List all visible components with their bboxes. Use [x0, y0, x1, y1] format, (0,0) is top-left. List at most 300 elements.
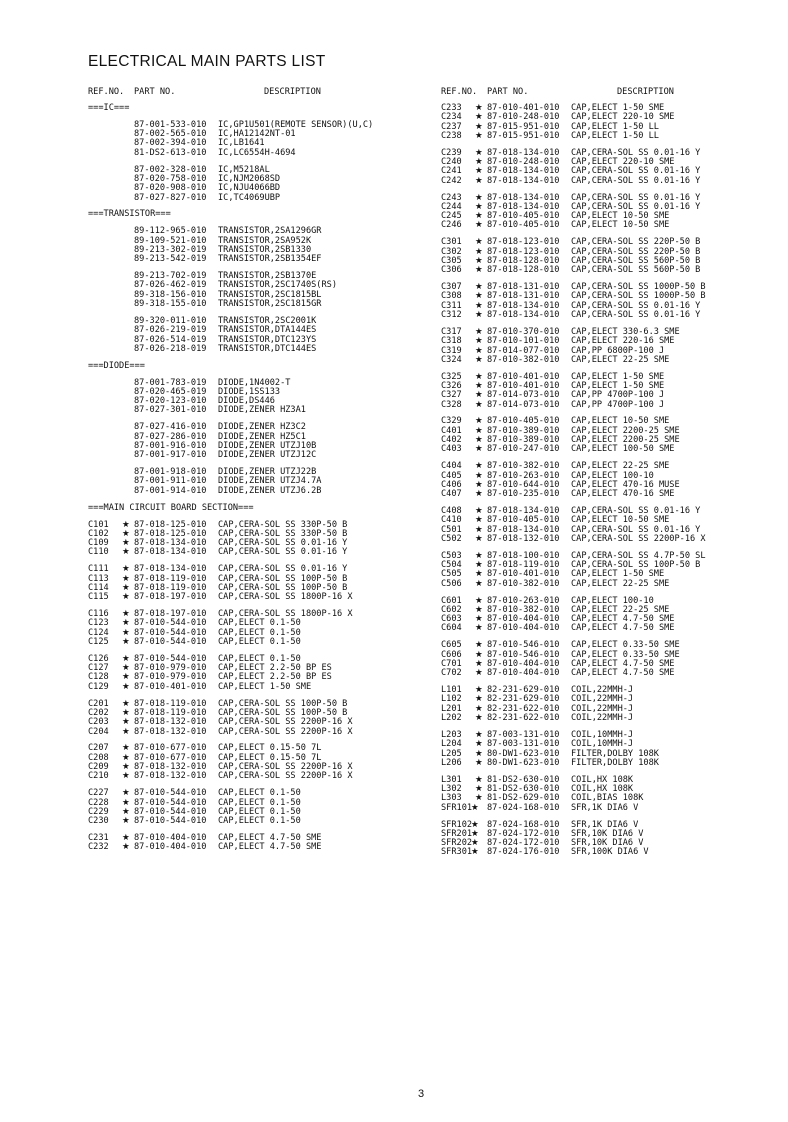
table-row	[441, 356, 771, 365]
description: IC,HA12142NT-01	[218, 129, 296, 140]
description: CAP,CERA-SOL SS 1800P-16 X	[218, 592, 353, 603]
ref-no: C505	[441, 569, 462, 580]
ref-no: C232	[88, 842, 109, 853]
ref-no: C227	[88, 788, 109, 799]
part-no: 89-318-155-010	[134, 299, 207, 310]
ref-no: C242	[441, 175, 462, 186]
ref-no: C307	[441, 282, 462, 293]
star-icon: ★	[122, 762, 130, 773]
ref-no: C324	[441, 354, 462, 365]
part-no: 87-015-951-010	[487, 121, 560, 132]
part-no: 87-018-134-010	[134, 547, 207, 558]
part-no: 87-026-218-019	[134, 343, 207, 354]
ref-no: C116	[88, 609, 109, 620]
ref-no: C233	[441, 103, 462, 113]
page-number: 3	[418, 1088, 425, 1100]
description: TRANSISTOR,2SC1815BL	[218, 289, 322, 300]
table-row	[441, 580, 771, 589]
part-no: 87-010-370-010	[487, 326, 560, 337]
description: CAP,ELECT 4.7-50 SME	[571, 668, 675, 679]
part-no: 87-018-134-010	[134, 538, 207, 549]
star-icon: ★	[122, 672, 130, 683]
part-no: 87-018-119-010	[134, 582, 207, 593]
ref-no: L101	[441, 685, 462, 696]
description: CAP,ELECT 4.7-50 SME	[571, 614, 675, 625]
star-icon: ★	[122, 663, 130, 674]
description: IC,LB1641	[218, 138, 265, 149]
table-row	[441, 445, 771, 454]
part-no: 87-024-172-010	[487, 838, 560, 849]
ref-no: C208	[88, 752, 109, 763]
page-title: ELECTRICAL MAIN PARTS LIST	[88, 53, 326, 70]
ref-no: L102	[441, 694, 462, 705]
parts-group	[441, 507, 771, 544]
star-icon: ★	[475, 658, 483, 669]
description: CAP,ELECT 10-50 SME	[571, 515, 670, 526]
star-icon: ★	[122, 806, 130, 817]
star-icon: ★	[122, 609, 130, 620]
ref-no: C328	[441, 399, 462, 410]
star-icon: ★	[475, 649, 483, 660]
ref-no: C204	[88, 726, 109, 737]
part-no: 87-018-128-010	[487, 255, 560, 266]
description: CAP,CERA-SOL SS 1800P-16 X	[218, 609, 353, 620]
star-icon: ★	[475, 157, 483, 168]
ref-no: C605	[441, 640, 462, 651]
star-icon: ★	[122, 726, 130, 737]
description: CAP,ELECT 0.1-50	[218, 618, 301, 629]
ref-no: C701	[441, 658, 462, 669]
parts-group	[441, 238, 771, 275]
description: CAP,ELECT 4.7-50 SME	[571, 658, 675, 669]
part-no: 87-010-382-010	[487, 461, 560, 472]
star-icon: ★	[122, 816, 130, 827]
star-icon: ★	[475, 604, 483, 615]
part-no: 87-027-286-010	[134, 431, 207, 442]
part-no-header: PART NO.	[487, 87, 529, 97]
star-icon: ★	[122, 842, 130, 853]
section-heading: ===DIODE===	[88, 360, 145, 371]
star-icon: ★	[122, 698, 130, 709]
part-no: 87-010-546-010	[487, 640, 560, 651]
star-icon: ★	[475, 399, 483, 410]
ref-no: C126	[88, 653, 109, 664]
description: CAP,PP 6800P-100 J	[571, 345, 665, 356]
ref-no: C238	[441, 130, 462, 141]
description: CAP,CERA-SOL SS 0.01-16 Y	[571, 201, 701, 212]
parts-group	[441, 731, 771, 768]
star-icon: ★	[122, 771, 130, 782]
ref-no: C326	[441, 380, 462, 391]
star-icon: ★	[475, 614, 483, 625]
description: FILTER,DOLBY 108K	[571, 757, 659, 768]
description: CAP,ELECT 220-10 SME	[571, 112, 675, 123]
right-column-body	[441, 104, 771, 858]
part-no: 87-010-404-010	[487, 614, 560, 625]
part-no: 87-026-514-019	[134, 334, 207, 345]
description: SFR,1K DIA6 V	[571, 819, 639, 830]
description: TRANSISTOR,2SA1296GR	[218, 226, 322, 237]
part-no: 87-024-168-010	[487, 819, 560, 830]
part-no: 89-109-521-010	[134, 235, 207, 246]
star-icon: ★	[475, 784, 483, 795]
part-no: 87-018-134-010	[487, 192, 560, 203]
ref-no: C301	[441, 237, 462, 248]
description: COIL,22MMH-J	[571, 713, 634, 724]
star-icon: ★	[475, 121, 483, 132]
ref-no: C110	[88, 547, 109, 558]
star-icon: ★	[122, 797, 130, 808]
part-no: 87-027-301-010	[134, 405, 207, 416]
star-icon: ★	[122, 832, 130, 843]
ref-no: C246	[441, 220, 462, 231]
description: CAP,ELECT 0.33-50 SME	[571, 640, 680, 651]
part-no: 87-010-404-010	[487, 668, 560, 679]
description: CAP,ELECT 22-25 SME	[571, 604, 670, 615]
description: CAP,CERA-SOL SS 560P-50 B	[571, 265, 701, 276]
star-icon: ★	[475, 623, 483, 634]
star-icon: ★	[122, 627, 130, 638]
part-no: 87-018-119-010	[487, 560, 560, 571]
description: CAP,ELECT 22-25 SME	[571, 461, 670, 472]
section-heading: ===MAIN CIRCUIT BOARD SECTION===	[88, 502, 254, 513]
parts-group	[88, 227, 418, 264]
ref-no: C306	[441, 265, 462, 276]
star-icon: ★	[471, 847, 479, 858]
ref-no: C401	[441, 425, 462, 436]
part-no: 87-018-197-010	[134, 609, 207, 620]
ref-no: C129	[88, 681, 109, 692]
ref-no: C604	[441, 623, 462, 634]
left-column-body	[88, 104, 418, 853]
description: CAP,CERA-SOL SS 220P-50 B	[571, 246, 701, 257]
ref-no: C405	[441, 470, 462, 481]
ref-no: C210	[88, 771, 109, 782]
part-no: 87-018-119-010	[134, 707, 207, 718]
part-no: 87-024-172-010	[487, 828, 560, 839]
part-no: 87-002-565-010	[134, 129, 207, 140]
ref-no: C312	[441, 310, 462, 321]
parts-group	[441, 641, 771, 678]
table-row	[441, 848, 771, 857]
description: CAP,ELECT 0.1-50	[218, 806, 301, 817]
description: CAP,ELECT 2.2-50 BP ES	[218, 663, 332, 674]
part-no: 87-010-404-010	[134, 842, 207, 853]
description: COIL,10MMH-J	[571, 729, 634, 740]
table-row	[88, 593, 418, 602]
star-icon: ★	[475, 713, 483, 724]
parts-group	[441, 776, 771, 813]
description: CAP,ELECT 100-10	[571, 470, 654, 481]
star-icon: ★	[475, 380, 483, 391]
ref-no: C237	[441, 121, 462, 132]
star-icon: ★	[122, 653, 130, 664]
star-icon: ★	[475, 291, 483, 302]
part-no: 87-010-401-010	[487, 371, 560, 382]
star-icon: ★	[475, 479, 483, 490]
part-no: 87-018-134-010	[487, 524, 560, 535]
table-row	[88, 451, 418, 460]
part-no: 87-010-544-010	[134, 627, 207, 638]
part-no: 87-001-533-010	[134, 119, 207, 130]
description: CAP,ELECT 1-50 SME	[218, 681, 312, 692]
ref-no: C325	[441, 371, 462, 382]
star-icon: ★	[122, 592, 130, 603]
star-icon: ★	[122, 547, 130, 558]
part-no: 87-010-401-010	[487, 569, 560, 580]
part-no: 87-018-132-010	[487, 533, 560, 544]
star-icon: ★	[475, 435, 483, 446]
part-no: 87-010-235-010	[487, 489, 560, 500]
description: CAP,CERA-SOL SS 2200P-16 X	[218, 762, 353, 773]
part-no: 87-018-119-010	[134, 698, 207, 709]
description: CAP,CERA-SOL SS 0.01-16 Y	[571, 175, 701, 186]
part-no-header: PART NO.	[134, 87, 176, 97]
ref-no: C317	[441, 326, 462, 337]
description: CAP,CERA-SOL SS 0.01-16 Y	[571, 300, 701, 311]
description: CAP,ELECT 0.1-50	[218, 636, 301, 647]
description: DIODE,ZENER UTZJ10B	[218, 440, 317, 451]
description: SFR,1K DIA6 V	[571, 802, 639, 813]
part-no: 87-018-134-010	[487, 506, 560, 517]
description: DIODE,ZENER UTZJ22B	[218, 467, 317, 478]
star-icon: ★	[122, 573, 130, 584]
description: CAP,PP 4700P-100 J	[571, 399, 665, 410]
table-row	[88, 683, 418, 692]
description: TRANSISTOR,2SB1354EF	[218, 254, 322, 265]
part-no: 87-010-101-010	[487, 336, 560, 347]
description: IC,NJM2068SD	[218, 173, 281, 184]
part-no: 87-018-125-010	[134, 528, 207, 539]
parts-group	[88, 521, 418, 558]
star-icon: ★	[475, 371, 483, 382]
star-icon: ★	[475, 685, 483, 696]
part-no: 87-010-401-010	[487, 103, 560, 113]
star-icon: ★	[475, 425, 483, 436]
star-icon: ★	[475, 310, 483, 321]
description: CAP,CERA-SOL SS 100P-50 B	[218, 573, 348, 584]
star-icon: ★	[475, 265, 483, 276]
parts-group	[441, 194, 771, 231]
part-no: 81-DS2-629-010	[487, 793, 560, 804]
description: TRANSISTOR,2SC1740S(RS)	[218, 280, 337, 291]
ref-no: L204	[441, 739, 462, 750]
description: CAP,ELECT 100-10	[571, 595, 654, 606]
part-no: 87-010-263-010	[487, 470, 560, 481]
star-icon: ★	[475, 774, 483, 785]
parts-group	[441, 686, 771, 723]
description: DIODE,ZENER HZ3C2	[218, 422, 306, 433]
description: CAP,ELECT 1-50 SME	[571, 103, 665, 113]
description: CAP,ELECT 0.33-50 SME	[571, 649, 680, 660]
ref-no: L203	[441, 729, 462, 740]
ref-no: C501	[441, 524, 462, 535]
part-no: 80-DW1-623-010	[487, 748, 560, 759]
ref-no: SFR301	[441, 847, 473, 858]
ref-no: SFR202	[441, 838, 473, 849]
part-no: 80-DW1-623-010	[487, 757, 560, 768]
star-icon: ★	[475, 300, 483, 311]
part-no: 87-010-544-010	[134, 806, 207, 817]
ref-no: L301	[441, 774, 462, 785]
description: CAP,CERA-SOL SS 2200P-16 X	[218, 726, 353, 737]
parts-group	[88, 789, 418, 826]
star-icon: ★	[475, 175, 483, 186]
part-no: 82-231-622-010	[487, 703, 560, 714]
description: DIODE,ZENER UTZJ4.7A	[218, 476, 322, 487]
part-no: 87-010-546-010	[487, 649, 560, 660]
description: CAP,ELECT 2200-25 SME	[571, 425, 680, 436]
description: DIODE,ZENER UTZJ6.2B	[218, 485, 322, 496]
part-no: 87-010-544-010	[134, 636, 207, 647]
part-no: 87-020-908-010	[134, 183, 207, 194]
part-no: 87-018-134-010	[487, 175, 560, 186]
ref-no: C114	[88, 582, 109, 593]
parts-group	[441, 373, 771, 410]
part-no: 87-018-128-010	[487, 265, 560, 276]
part-no: 87-026-462-019	[134, 280, 207, 291]
part-no: 87-010-263-010	[487, 595, 560, 606]
part-no: 87-010-382-010	[487, 604, 560, 615]
ref-no: C308	[441, 291, 462, 302]
parts-group	[441, 821, 771, 858]
table-row	[88, 772, 418, 781]
table-row	[88, 487, 418, 496]
description: CAP,CERA-SOL SS 2200P-16 X	[571, 533, 706, 544]
part-no: 87-018-197-010	[134, 592, 207, 603]
star-icon: ★	[475, 694, 483, 705]
description: TRANSISTOR,2SC2001K	[218, 315, 317, 326]
table-row	[441, 535, 771, 544]
description: CAP,ELECT 0.1-50	[218, 816, 301, 827]
part-no: 82-231-629-010	[487, 685, 560, 696]
star-icon: ★	[475, 211, 483, 222]
table-row	[441, 624, 771, 633]
star-icon: ★	[475, 326, 483, 337]
part-no: 87-015-951-010	[487, 130, 560, 141]
description: CAP,CERA-SOL SS 220P-50 B	[571, 237, 701, 248]
ref-no: SFR101	[441, 802, 473, 813]
description: CAP,ELECT 330-6.3 SME	[571, 326, 680, 337]
star-icon: ★	[475, 757, 483, 768]
ref-no: C408	[441, 506, 462, 517]
description: CAP,CERA-SOL SS 4.7P-50 SL	[571, 550, 706, 561]
table-row	[88, 548, 418, 557]
description: CAP,ELECT 470-16 SME	[571, 489, 675, 500]
table-row	[88, 817, 418, 826]
star-icon: ★	[122, 618, 130, 629]
ref-no: C327	[441, 390, 462, 401]
ref-no: C243	[441, 192, 462, 203]
parts-group	[88, 700, 418, 737]
description: CAP,CERA-SOL SS 100P-50 B	[218, 698, 348, 709]
ref-no: L303	[441, 793, 462, 804]
star-icon: ★	[122, 582, 130, 593]
ref-no: C209	[88, 762, 109, 773]
description: CAP,ELECT 4.7-50 SME	[218, 842, 322, 853]
description: CAP,ELECT 0.1-50	[218, 788, 301, 799]
description: CAP,ELECT 1-50 LL	[571, 130, 659, 141]
part-no: 87-018-134-010	[487, 300, 560, 311]
description: TRANSISTOR,DTC144ES	[218, 343, 317, 354]
table-row	[441, 311, 771, 320]
ref-no: C125	[88, 636, 109, 647]
description: COIL,BIAS 108K	[571, 793, 644, 804]
star-icon: ★	[475, 237, 483, 248]
star-icon: ★	[475, 220, 483, 231]
part-no: 87-018-131-010	[487, 282, 560, 293]
description: COIL,HX 108K	[571, 774, 634, 785]
description: COIL,22MMH-J	[571, 694, 634, 705]
parts-group	[88, 834, 418, 853]
table-row	[88, 149, 418, 158]
description: CAP,CERA-SOL SS 2200P-16 X	[218, 717, 353, 728]
description: SFR,10K DIA6 V	[571, 838, 644, 849]
part-no: 87-001-918-010	[134, 467, 207, 478]
left-parts-column	[88, 88, 418, 860]
ref-no: C403	[441, 444, 462, 455]
parts-group	[441, 104, 771, 141]
part-no: 87-010-544-010	[134, 653, 207, 664]
part-no: 87-010-248-010	[487, 157, 560, 168]
description: CAP,ELECT 0.15-50 7L	[218, 743, 322, 754]
part-no: 87-010-382-010	[487, 354, 560, 365]
description: CAP,ELECT 2200-25 SME	[571, 435, 680, 446]
parts-group	[88, 468, 418, 496]
star-icon: ★	[475, 703, 483, 714]
parts-group	[88, 272, 418, 309]
star-icon: ★	[475, 166, 483, 177]
star-icon: ★	[475, 569, 483, 580]
part-no: 87-002-394-010	[134, 138, 207, 149]
ref-no: C244	[441, 201, 462, 212]
ref-no: C245	[441, 211, 462, 222]
ref-no: C113	[88, 573, 109, 584]
star-icon: ★	[475, 282, 483, 293]
star-icon: ★	[122, 636, 130, 647]
part-no: 87-018-132-010	[134, 771, 207, 782]
description: DIODE,1SS133	[218, 386, 281, 397]
ref-no: C504	[441, 560, 462, 571]
star-icon: ★	[475, 390, 483, 401]
description: DIODE,1N4002-T	[218, 377, 291, 388]
parts-group	[88, 423, 418, 460]
ref-no: L201	[441, 703, 462, 714]
part-no: 87-018-132-010	[134, 717, 207, 728]
star-icon: ★	[475, 246, 483, 257]
part-no: 87-010-404-010	[487, 623, 560, 634]
description: TRANSISTOR,DTA144ES	[218, 325, 317, 336]
description: CAP,ELECT 1-50 SME	[571, 380, 665, 391]
table-row	[88, 194, 418, 203]
part-no: 87-010-677-010	[134, 743, 207, 754]
part-no: 89-213-542-019	[134, 254, 207, 265]
ref-no: C603	[441, 614, 462, 625]
part-no: 87-024-168-010	[487, 802, 560, 813]
ref-no: C203	[88, 717, 109, 728]
table-row	[88, 406, 418, 415]
star-icon: ★	[475, 739, 483, 750]
ref-no: C124	[88, 627, 109, 638]
table-row	[441, 804, 771, 813]
ref-no: C503	[441, 550, 462, 561]
description: CAP,CERA-SOL SS 100P-50 B	[571, 560, 701, 571]
description: CAP,ELECT 100-50 SME	[571, 444, 675, 455]
ref-no-header: REF.NO.	[441, 87, 478, 97]
ref-no: C128	[88, 672, 109, 683]
description: CAP,CERA-SOL SS 1000P-50 B	[571, 291, 706, 302]
ref-no: L202	[441, 713, 462, 724]
